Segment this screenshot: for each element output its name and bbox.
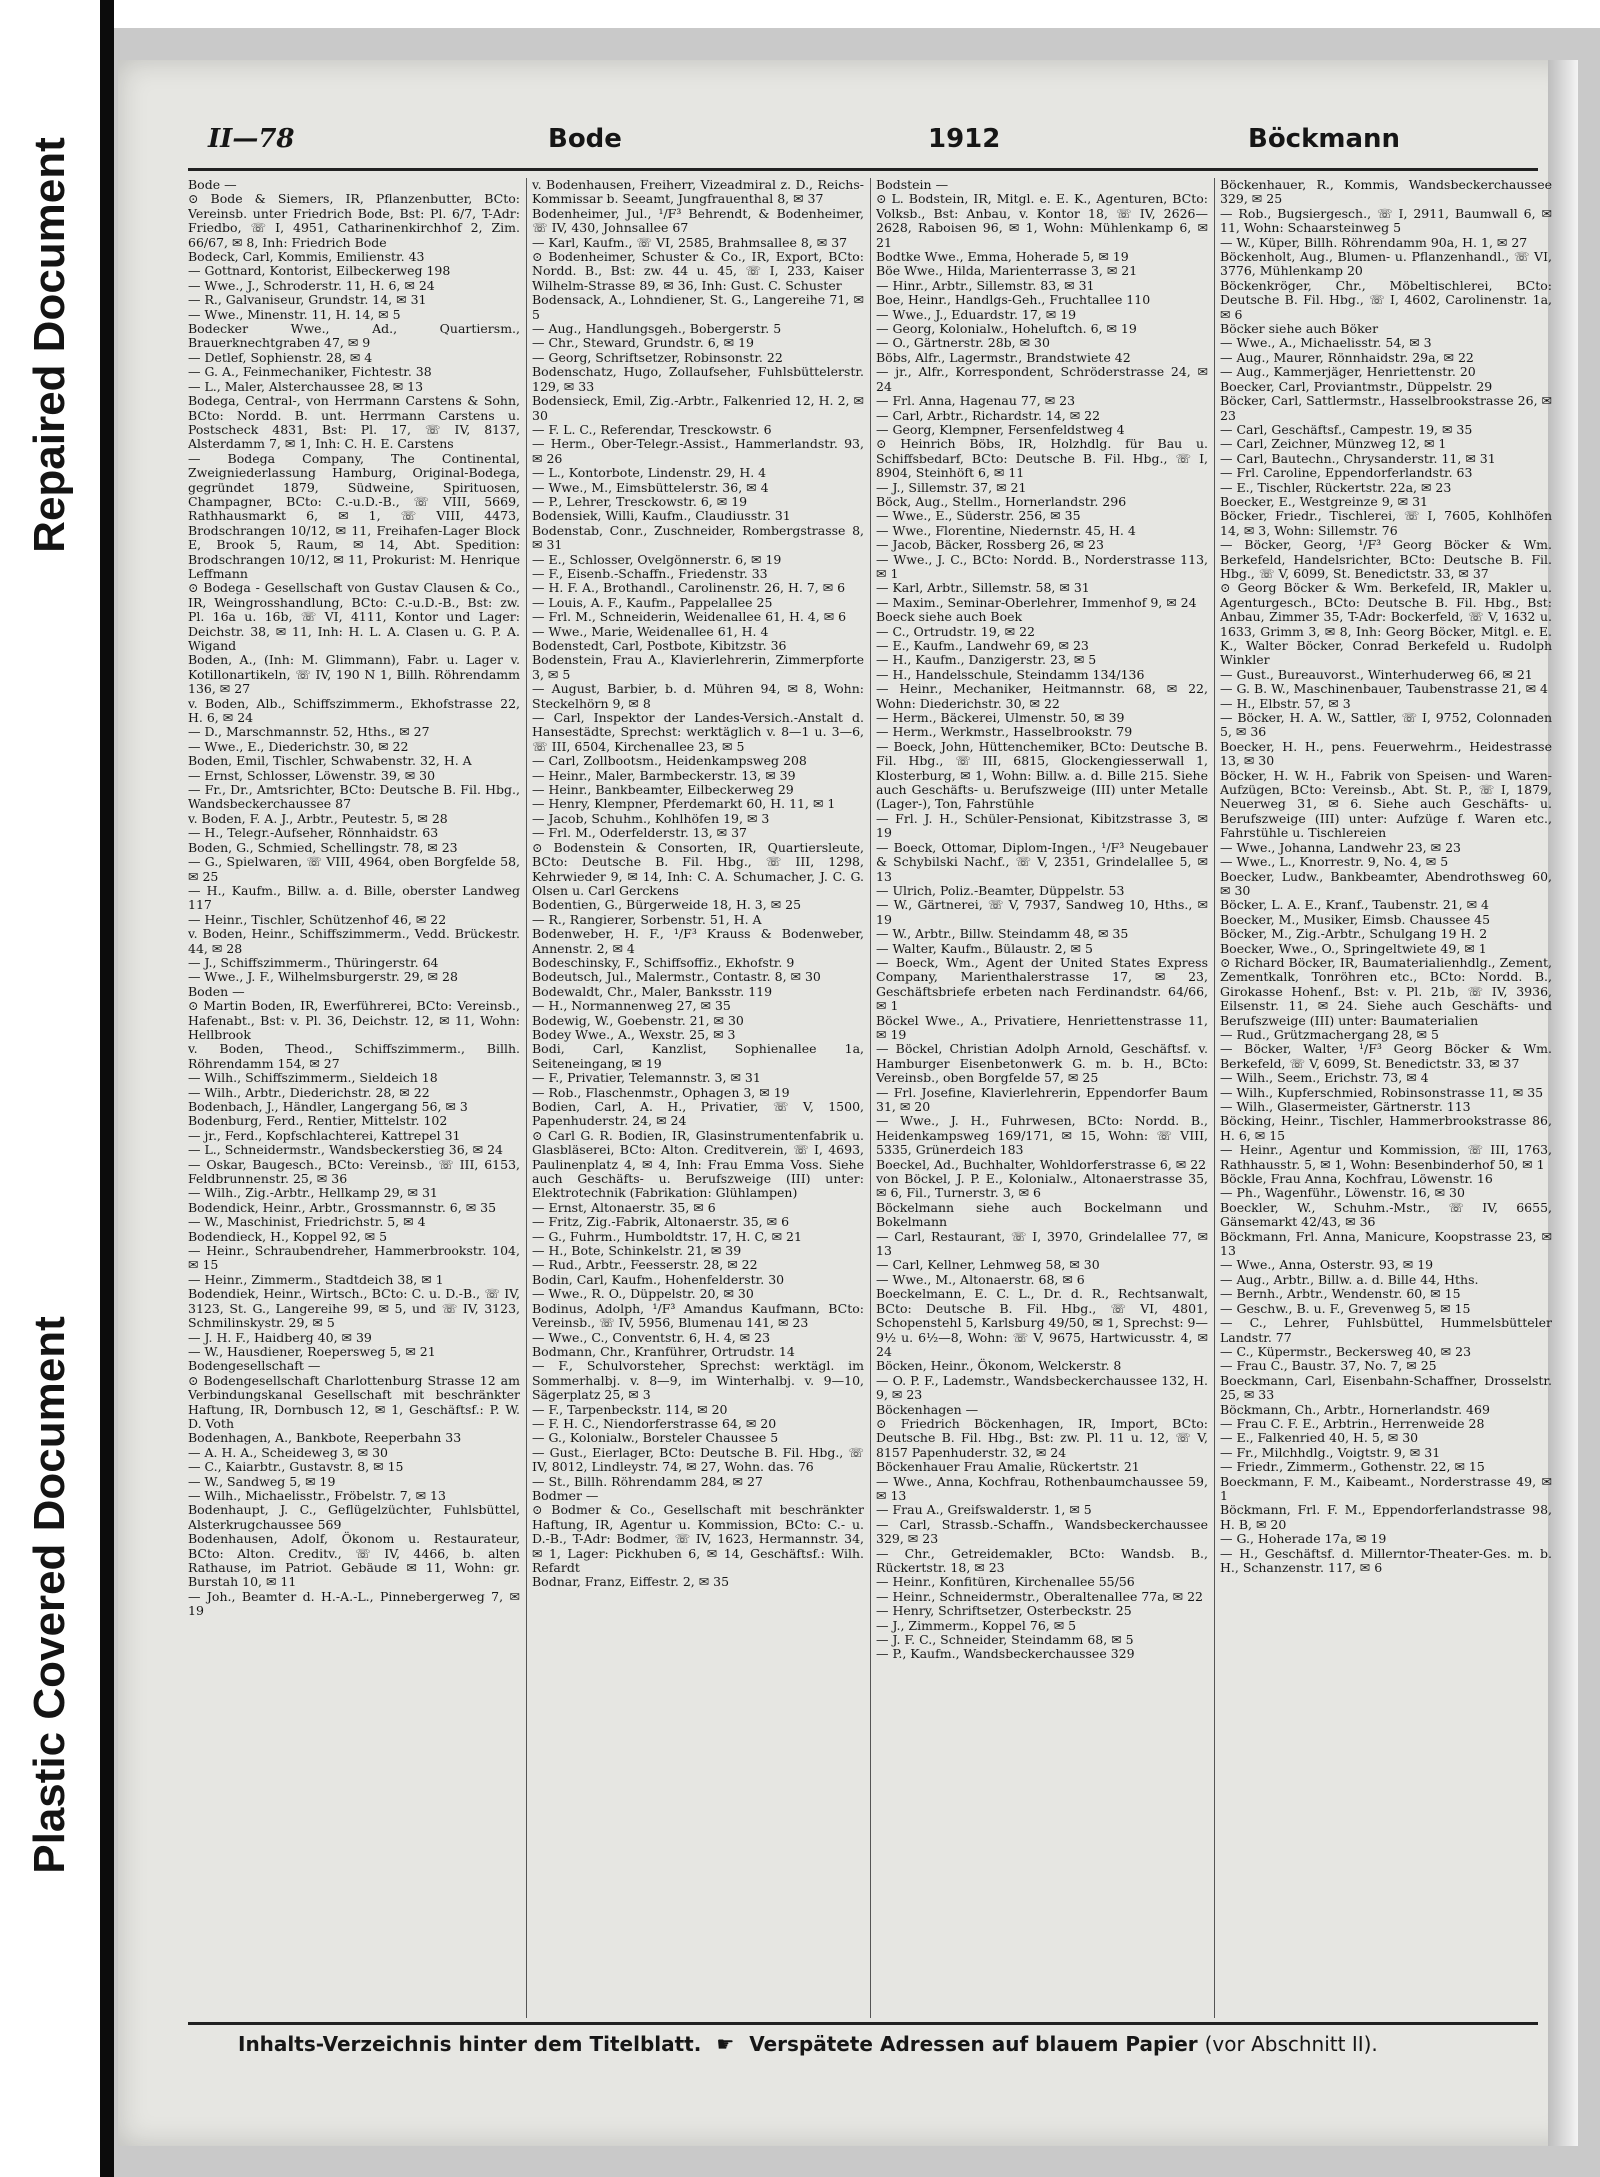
page-footer	[238, 2032, 1498, 2062]
page-number: II—78	[208, 124, 295, 154]
header-first-entry: Bode	[548, 124, 622, 154]
side-banner	[0, 0, 100, 2177]
page-header	[208, 124, 1528, 164]
column-1: Bode — ⊙ Bode & Siemers, IR, Pflanzenbutter, BCto: Vereinsb. unter Friedrich Bode, Bst: Pl. 6/7, T-Adr: Friedbo, ☏ I, 4951, Catharinenkirchhof 2, Zim. 66/67, ✉ 8, Inh: Friedrich Bode Bodeck, Carl, Kommis, Emilienstr. 43 — Gottnard, Kontorist, Eilbeckerweg 198 — Wwe., J., Schroderstr. 11, H. 6, ✉ 24 — R., Galvaniseur, Grundstr. 14, ✉ 31 — Wwe., Minenstr. 11, H. 14, ✉ 5 Bodecker Wwe., Ad., Quartiersm., Brauerknechtgraben 47, ✉ 9 — Detlef, Sophienstr. 28, ✉ 4 — G. A., Feinmechaniker, Fichtestr. 38 — L., Maler, Alsterchaussee 28, ✉ 13 Bodega, Central-, von Herrmann Carstens & Sohn, BCto: Nordd. B. unt. Herrmann Carstens u. Postscheck 4831, Bst: Pl. 17, ☏ IV, 8137, Alsterdamm 7, ✉ 1, Inh: C. H. E. Carstens — Bodega Company, The Continental, Zweigniederlassung Hamburg, Original-Bodega, gegründet 1879, Südweine, Spirituosen, Champagner, BCto: C.-u.D.-B., ☏ VIII, 5669, Rathhausmarkt 6, ✉ 1, ☏ VIII, 4473, Brodschrangen 10/12, ✉ 11, Freihafen-Lager Block E, Brook 5, Raum, ✉ 14, Abt. Spedition: Brodschrangen 10/12, ✉ 11, Prokurist: M. Henrique Leffmann ⊙ Bodega - Gesellschaft von Gustav Clausen & Co., IR, Weingrosshandlung, BCto: C.-u.D.-B., Bst: zw. Pl. 16a u. 16b, ☏ VI, 4111, Kontor und Lager: Deichstr. 38, ✉ 11, Inh: H. L. A. Clasen u. G. P. A. Wigand Boden, A., (Inh: M. Glimmann), Fabr. u. Lager v. Kotillonartikeln, ☏ IV, 190 N 1, Billh. Röhrendamm 136, ✉ 27 v. Boden, Alb., Schiffszimmerm., Ekhofstrasse 22, H. 6, ✉ 24 — D., Marschmannstr. 52, Hths., ✉ 27 — Wwe., E., Diederichstr. 30, ✉ 22 Boden, Emil, Tischler, Schwabenstr. 32, H. A — Ernst, Schlosser, Löwenstr. 39, ✉ 30 — Fr., Dr., Amtsrichter, BCto: Deutsche B. Fil. Hbg., Wandsbeckerchaussee 87 v. Boden, F. A. J., Arbtr., Peutestr. 5, ✉ 28 — H., Telegr.-Aufseher, Rönnhaidstr. 63 Boden, G., Schmied, Schellingstr. 78, ✉ 23 — G., Spielwaren, ☏ VIII, 4964, oben Borgfelde 58, ✉ 25 — H., Kaufm., Billw. a. d. Bille, oberster Landweg 117 — Heinr., Tischler, Schützenhof 46, ✉ 22 v. Boden, Heinr., Schiffszimmerm., Vedd. Brückestr. 44, ✉ 28 — J., Schiffszimmerm., Thüringerstr. 64 — Wwe., J. F., Wilhelmsburgerstr. 29, ✉ 28 Boden — ⊙ Martin Boden, IR, Ewerführerei, BCto: Vereinsb., Hafenabt., Bst: v. Pl. 36, Deichstr. 12, ✉ 11, Wohn: Hellbrook v. Boden, Theod., Schiffszimmerm., Billh. Röhrendamm 154, ✉ 27 — Wilh., Schiffszimmerm., Sieldeich 18 — Wilh., Arbtr., Diederichstr. 28, ✉ 22 Bodenbach, J., Händler, Langergang 56, ✉ 3 Bodenburg, Ferd., Rentier, Mittelstr. 102 — jr., Ferd., Kopfschlachterei, Kattrepel 31 — L., Schneidermstr., Wandsbeckerstieg 36, ✉ 24 — Oskar, Baugesch., BCto: Vereinsb., ☏ III, 6153, Feldbrunnenstr. 25, ✉ 36 — Wilh., Zig.-Arbtr., Hellkamp 29, ✉ 31 Bodendick, Heinr., Arbtr., Grossmannstr. 6, ✉ 35 — W., Maschinist, Friedrichstr. 5, ✉ 4 Bodendieck, H., Koppel 92, ✉ 5 — Heinr., Schraubendreher, Hammerbrookstr. 104, ✉ 15 — Heinr., Zimmerm., Stadtdeich 38, ✉ 1 Bodendiek, Heinr., Wirtsch., BCto: C. u. D.-B., ☏ IV, 3123, St. G., Langereihe 99, ✉ 5, und ☏ IV, 3123, Schmilinskystr. 29, ✉ 5 — J. H. F., Haidberg 40, ✉ 39 — W., Hausdiener, Roepersweg 5, ✉ 21 Bodengesellschaft — ⊙ Bodengesellschaft Charlottenburg Strasse 12 am Verbindungskanal Gesellschaft mit beschränkter Haftung, IR, Dornbusch 12, ✉ 1, Geschäftsf.: P. W. D. Voth Bodenhagen, A., Bankbote, Reeperbahn 33 — A. H. A., Scheideweg 3, ✉ 30 — C., Kaiarbtr., Gustavstr. 8, ✉ 15 — W., Sandweg 5, ✉ 19 — Wilh., Michaelisstr., Fröbelstr. 7, ✉ 13 Bodenhaupt, J. C., Geflügelzüchter, Fuhlsbüttel, Alsterkrugchaussee 569 Bodenhausen, Adolf, Ökonom u. Restaurateur, BCto: Alton. Creditv., ☏ IV, 4466, b. alten Rathause, im Patriot. Gebäude ✉ 11, Wohn: gr. Burstah 10, ✉ 11 — Joh., Beamter d. H.-A.-L., Pinnebergerweg 7, ✉ 19	[188, 178, 520, 1619]
directory-page	[118, 60, 1578, 2146]
footer-index-note: Inhalts-Verzeichnis hinter dem Titelblatt.	[238, 2032, 702, 2056]
column-divider	[1214, 178, 1215, 2018]
footer-section-note: (vor Abschnitt II).	[1204, 2032, 1378, 2056]
footer-rule	[188, 2022, 1538, 2025]
scan-edge	[100, 0, 114, 2177]
column-4: Böckenhauer, R., Kommis, Wandsbeckerchaussee 329, ✉ 25 — Rob., Bugsiergesch., ☏ I, 2911, Baumwall 6, ✉ 11, Wohn: Schaarsteinweg 5 — W., Küper, Billh. Röhrendamm 90a, H. 1, ✉ 27 Böckenholt, Aug., Blumen- u. Pflanzenhandl., ☏ VI, 3776, Mühlenkamp 20 Böckenkröger, Chr., Möbeltischlerei, BCto: Deutsche B. Fil. Hbg., ☏ I, 4602, Carolinenstr. 1a, ✉ 6 Böcker siehe auch Böker — Wwe., A., Michaelisstr. 54, ✉ 3 — Aug., Maurer, Rönnhaidstr. 29a, ✉ 22 — Aug., Kammerjäger, Henriettenstr. 20 Boecker, Carl, Proviantmstr., Düppelstr. 29 Böcker, Carl, Sattlermstr., Hasselbrookstrasse 26, ✉ 23 — Carl, Geschäftsf., Campestr. 19, ✉ 35 — Carl, Zeichner, Münzweg 12, ✉ 1 — Carl, Bautechn., Chrysanderstr. 11, ✉ 31 — Frl. Caroline, Eppendorferlandstr. 63 — E., Tischler, Rückertstr. 22a, ✉ 23 Boecker, E., Westgreinze 9, ✉ 31 Böcker, Friedr., Tischlerei, ☏ I, 7605, Kohlhöfen 14, ✉ 3, Wohn: Sillemstr. 76 — Böcker, Georg, ¹/F³ Georg Böcker & Wm. Berkefeld, Handelsrichter, BCto: Deutsche B. Fil. Hbg., ☏ V, 6099, St. Benedictstr. 33, ✉ 37 ⊙ Georg Böcker & Wm. Berkefeld, IR, Makler u. Agenturgesch., BCto: Deutsche B. Fil. Hbg., Bst: Anbau, Zimmer 35, T-Adr: Bockerfeld, ☏ V, 1632 u. 1633, Grimm 3, ✉ 8, Inh: Georg Böcker, Mitgl. e. E. K., Walter Böcker, Conrad Berkefeld u. Rudolph Winkler — Gust., Bureauvorst., Winterhuderweg 66, ✉ 21 — G. B. W., Maschinenbauer, Taubenstrasse 21, ✉ 4 — H., Elbstr. 57, ✉ 3 — Böcker, H. A. W., Sattler, ☏ I, 9752, Colonnaden 5, ✉ 36 Boecker, H. H., pens. Feuerwehrm., Heidestrasse 13, ✉ 30 Böcker, H. W. H., Fabrik von Speisen- und Waren-Aufzügen, BCto: Vereinsb., Abt. St. P., ☏ I, 1879, Neuerweg 31, ✉ 6. Siehe auch Geschäfts- u. Berufszweige (III) unter: Aufzüge f. Waren etc., Fahrstühle u. Tischlereien — Wwe., Johanna, Landwehr 23, ✉ 23 — Wwe., L., Knorrestr. 9, No. 4, ✉ 5 Boecker, Ludw., Bankbeamter, Abendrothsweg 60, ✉ 30 Böcker, L. A. E., Kranf., Taubenstr. 21, ✉ 4 Boecker, M., Musiker, Eimsb. Chaussee 45 Böcker, M., Zig.-Arbtr., Schulgang 19 H. 2 Boecker, Wwe., O., Springeltwiete 49, ✉ 1 ⊙ Richard Böcker, IR, Baumaterialienhdlg., Zement, Zementkalk, Tonröhren etc., BCto: Nordd. B., Girokasse Hohenf., Bst: v. Pl. 21b, ☏ IV, 3936, Eilsenstr. 11, ✉ 24. Siehe auch Geschäfts- und Berufszweige (III) unter: Baumaterialien — Rud., Grützmachergang 28, ✉ 5 — Böcker, Walter, ¹/F³ Georg Böcker & Wm. Berkefeld, ☏ V, 6099, St. Benedictstr. 33, ✉ 37 — Wilh., Seem., Erichstr. 73, ✉ 4 — Wilh., Kupferschmied, Robinsonstrasse 11, ✉ 35 — Wilh., Glasermeister, Gärtnerstr. 113 Böcking, Heinr., Tischler, Hammerbrookstrasse 86, H. 6, ✉ 15 — Heinr., Agentur und Kommission, ☏ III, 1763, Rathhausstr. 5, ✉ 1, Wohn: Besenbinderhof 50, ✉ 1 Böckle, Frau Anna, Kochfrau, Löwenstr. 16 — Ph., Wagenführ., Löwenstr. 16, ✉ 30 Boeckler, W., Schuhm.-Mstr., ☏ IV, 6655, Gänsemarkt 42/43, ✉ 36 Böckmann, Frl. Anna, Manicure, Koopstrasse 23, ✉ 13 — Wwe., Anna, Osterstr. 93, ✉ 19 — Aug., Arbtr., Billw. a. d. Bille 44, Hths. — Bernh., Arbtr., Wendenstr. 60, ✉ 15 — Geschw., B. u. F., Grevenweg 5, ✉ 15 — C., Lehrer, Fuhlsbüttel, Hummelsbütteler Landstr. 77 — C., Küpermstr., Beckersweg 40, ✉ 23 — Frau C., Baustr. 37, No. 7, ✉ 25 Boeckmann, Carl, Eisenbahn-Schaffner, Drosselstr. 25, ✉ 33 Böckmann, Ch., Arbtr., Hornerlandstr. 469 — Frau C. F. E., Arbtrin., Herrenweide 28 — E., Falkenried 40, H. 5, ✉ 30 — Fr., Milchhdlg., Voigtstr. 9, ✉ 31 — Friedr., Zimmerm., Gothenstr. 22, ✉ 15 Boeckmann, F. M., Kaibeamt., Norderstrasse 49, ✉ 1 Böckmann, Frl. F. M., Eppendorferlandstrasse 98, H. B, ✉ 20 — G., Hoherade 17a, ✉ 19 — H., Geschäftsf. d. Millerntor-Theater-Ges. m. b. H., Schanzenstr. 117, ✉ 6	[1220, 178, 1552, 1575]
footer-late-addresses: Verspätete Adressen auf blauem Papier	[749, 2032, 1198, 2056]
plastic-covered-label: Plastic Covered Document	[25, 1316, 74, 1874]
column-3: Bodstein — ⊙ L. Bodstein, IR, Mitgl. e. E. K., Agenturen, BCto: Volksb., Bst: Anbau, v. Kontor 18, ☏ IV, 2626—2628, Raboisen 96, ✉ 1, Wohn: Mühlenkamp 6, ✉ 21 Bodtke Wwe., Emma, Hoherade 5, ✉ 19 Böe Wwe., Hilda, Marienterrasse 3, ✉ 21 — Hinr., Arbtr., Sillemstr. 83, ✉ 31 Boe, Heinr., Handlgs-Geh., Fruchtallee 110 — Wwe., J., Eduardstr. 17, ✉ 19 — Georg, Kolonialw., Hoheluftch. 6, ✉ 19 — O., Gärtnerstr. 28b, ✉ 30 Böbs, Alfr., Lagermstr., Brandstwiete 42 — jr., Alfr., Korrespondent, Schröderstrasse 24, ✉ 24 — Frl. Anna, Hagenau 77, ✉ 23 — Carl, Arbtr., Richardstr. 14, ✉ 22 — Georg, Klempner, Fersenfeldstweg 4 ⊙ Heinrich Böbs, IR, Holzhdlg. für Bau u. Schiffsbedarf, BCto: Deutsche B. Fil. Hbg., ☏ I, 8904, Steinhöft 6, ✉ 11 — J., Sillemstr. 37, ✉ 21 Böck, Aug., Stellm., Hornerlandstr. 296 — Wwe., E., Süderstr. 256, ✉ 35 — Wwe., Florentine, Niedernstr. 45, H. 4 — Jacob, Bäcker, Rossberg 26, ✉ 23 — Wwe., J. C., BCto: Nordd. B., Norderstrasse 113, ✉ 1 — Karl, Arbtr., Sillemstr. 58, ✉ 31 — Maxim., Seminar-Oberlehrer, Immenhof 9, ✉ 24 Boeck siehe auch Boek — C., Ortrudstr. 19, ✉ 22 — E., Kaufm., Landwehr 69, ✉ 23 — H., Kaufm., Danzigerstr. 23, ✉ 5 — H., Handelsschule, Steindamm 134/136 — Heinr., Mechaniker, Heitmannstr. 68, ✉ 22, Wohn: Diederichstr. 30, ✉ 22 — Herm., Bäckerei, Ulmenstr. 50, ✉ 39 — Herm., Werkmstr., Hasselbrookstr. 79 — Boeck, John, Hüttenchemiker, BCto: Deutsche B. Fil. Hbg., ☏ III, 6815, Glockengiesserwall 1, Klosterburg, ✉ 1, Wohn: Billw. a. d. Bille 215. Siehe auch Geschäfts- u. Berufszweige (III) unter Metalle (Lager-), Ton, Fahrstühle — Frl. J. H., Schüler-Pensionat, Kibitzstrasse 3, ✉ 19 — Boeck, Ottomar, Diplom-Ingen., ¹/F³ Neugebauer & Schybilski Nachf., ☏ V, 2351, Grindelallee 5, ✉ 13 — Ulrich, Poliz.-Beamter, Düppelstr. 53 — W., Gärtnerei, ☏ V, 7937, Sandweg 10, Hths., ✉ 19 — W., Arbtr., Billw. Steindamm 48, ✉ 35 — Walter, Kaufm., Bülaustr. 2, ✉ 5 — Boeck, Wm., Agent der United States Express Company, Marienthalerstrasse 17, ✉ 23, Geschäftsbriefe erbeten nach Ferdinandstr. 64/66, ✉ 1 Böckel Wwe., A., Privatiere, Henriettenstrasse 11, ✉ 19 — Böckel, Christian Adolph Arnold, Geschäftsf. v. Hamburger Eisenbetonwerk G. m. b. H., BCto: Vereinsb., oben Borgfelde 57, ✉ 25 — Frl. Josefine, Klavierlehrerin, Eppendorfer Baum 31, ✉ 20 — Wwe., J. H., Fuhrwesen, BCto: Nordd. B., Heidenkampsweg 169/171, ✉ 15, Wohn: ☏ VIII, 5335, Grünerdeich 183 Boeckel, Ad., Buchhalter, Wohldorferstrasse 6, ✉ 22 von Böckel, J. P. E., Kolonialw., Altonaerstrasse 35, ✉ 6, Fil., Turnerstr. 3, ✉ 6 Böckelmann siehe auch Bockelmann und Bokelmann — Carl, Restaurant, ☏ I, 3970, Grindelallee 77, ✉ 13 — Carl, Kellner, Lehmweg 58, ✉ 30 — Wwe., M., Altonaerstr. 68, ✉ 6 Boeckelmann, E. C. L., Dr. d. R., Rechtsanwalt, BCto: Deutsche B. Fil. Hbg., ☏ VI, 4801, Schopenstehl 5, Karlsburg 49/50, ✉ 1, Sprechst: 9—9½ u. 6½—8, Wohn: ☏ V, 9675, Hartwicusstr. 4, ✉ 24 Böcken, Heinr., Ökonom, Welckerstr. 8 — O. P. F., Lademstr., Wandsbeckerchaussee 132, H. 9, ✉ 23 Böckenhagen — ⊙ Friedrich Böckenhagen, IR, Import, BCto: Deutsche B. Fil. Hbg., Bst: zw. Pl. 11 u. 12, ☏ V, 8157 Papenhuderstr. 32, ✉ 24 Böckenhauer Frau Amalie, Rückertstr. 21 — Wwe., Anna, Kochfrau, Rothenbaumchaussee 59, ✉ 13 — Frau A., Greifswalderstr. 1, ✉ 5 — Carl, Strassb.-Schaffn., Wandsbeckerchaussee 329, ✉ 23 — Chr., Getreidemakler, BCto: Wandsb. B., Rückertstr. 18, ✉ 23 — Heinr., Konfitüren, Kirchenallee 55/56 — Heinr., Schneidermstr., Oberaltenallee 77a, ✉ 22 — Henry, Schriftsetzer, Osterbeckstr. 25 — J., Zimmerm., Koppel 76, ✉ 5 — J. F. C., Schneider, Steindamm 68, ✉ 5 — P., Kaufm., Wandsbeckerchaussee 329	[876, 178, 1208, 1662]
column-divider	[870, 178, 871, 2018]
header-last-entry: Böckmann	[1248, 124, 1401, 154]
repaired-document-label: Repaired Document	[25, 137, 74, 553]
column-2: v. Bodenhausen, Freiherr, Vizeadmiral z. D., Reichs-Kommissar b. Seeamt, Jungfrauenthal 8, ✉ 37 Bodenheimer, Jul., ¹/F³ Behrendt, & Bodenheimer, ☏ IV, 430, Johnsallee 67 — Karl, Kaufm., ☏ VI, 2585, Brahmsallee 8, ✉ 37 ⊙ Bodenheimer, Schuster & Co., IR, Export, BCto: Nordd. B., Bst: zw. 44 u. 45, ☏ I, 233, Kaiser Wilhelm-Strasse 89, ✉ 36, Inh: Gust. C. Schuster Bodensack, A., Lohndiener, St. G., Langereihe 71, ✉ 5 — Aug., Handlungsgeh., Bobergerstr. 5 — Chr., Steward, Grundstr. 6, ✉ 19 — Georg, Schriftsetzer, Robinsonstr. 22 Bodenschatz, Hugo, Zollaufseher, Fuhlsbüttelerstr. 129, ✉ 33 Bodensieck, Emil, Zig.-Arbtr., Falkenried 12, H. 2, ✉ 30 — F. L. C., Referendar, Tresckowstr. 6 — Herm., Ober-Telegr.-Assist., Hammerlandstr. 93, ✉ 26 — L., Kontorbote, Lindenstr. 29, H. 4 — Wwe., M., Eimsbüttelerstr. 36, ✉ 4 — P., Lehrer, Tresckowstr. 6, ✉ 19 Bodensiek, Willi, Kaufm., Claudiusstr. 31 Bodenstab, Conr., Zuschneider, Rombergstrasse 8, ✉ 31 — E., Schlosser, Ovelgönnerstr. 6, ✉ 19 — F., Eisenb.-Schaffn., Friedenstr. 33 — H. F. A., Brothandl., Carolinenstr. 26, H. 7, ✉ 6 — Louis, A. F., Kaufm., Pappelallee 25 — Frl. M., Schneiderin, Weidenallee 61, H. 4, ✉ 6 — Wwe., Marie, Weidenallee 61, H. 4 Bodenstedt, Carl, Postbote, Kibitzstr. 36 Bodenstein, Frau A., Klavierlehrerin, Zimmerpforte 3, ✉ 5 — August, Barbier, b. d. Mühren 94, ✉ 8, Wohn: Steckelhörn 9, ✉ 8 — Carl, Inspektor der Landes-Versich.-Anstalt d. Hansestädte, Sprechst: werktäglich v. 8—1 u. 3—6, ☏ III, 6504, Kirchenallee 23, ✉ 5 — Carl, Zollbootsm., Heidenkampsweg 208 — Heinr., Maler, Barmbeckerstr. 13, ✉ 39 — Heinr., Bankbeamter, Eilbeckerweg 29 — Henry, Klempner, Pferdemarkt 60, H. 11, ✉ 1 — Jacob, Schuhm., Kohlhöfen 19, ✉ 3 — Frl. M., Oderfelderstr. 13, ✉ 37 ⊙ Bodenstein & Consorten, IR, Quartiersleute, BCto: Deutsche B. Fil. Hbg., ☏ III, 1298, Kehrwieder 9, ✉ 14, Inh: C. A. Schumacher, J. C. G. Olsen u. Carl Gerckens Bodentien, G., Bürgerweide 18, H. 3, ✉ 25 — R., Rangierer, Sorbenstr. 51, H. A Bodenweber, H. F., ¹/F³ Krauss & Bodenweber, Annenstr. 2, ✉ 4 Bodeschinsky, F., Schiffsoffiz., Ekhofstr. 9 Bodeutsch, Jul., Malermstr., Contastr. 8, ✉ 30 Bodewaldt, Chr., Maler, Banksstr. 119 — H., Normannenweg 27, ✉ 35 Bodewig, W., Goebenstr. 21, ✉ 30 Bodey Wwe., A., Wexstr. 25, ✉ 3 Bodi, Carl, Kanzlist, Sophienallee 1a, Seiteneingang, ✉ 19 — F., Privatier, Telemannstr. 3, ✉ 31 — Rob., Flaschenmstr., Ophagen 3, ✉ 19 Bodien, Carl, A. H., Privatier, ☏ V, 1500, Papenhuderstr. 24, ✉ 24 ⊙ Carl G. R. Bodien, IR, Glasinstrumentenfabrik u. Glasbläserei, BCto: Alton. Creditverein, ☏ I, 4693, Paulinenplatz 4, ✉ 4, Inh: Frau Emma Voss. Siehe auch Geschäfts- u. Berufszweige (III) unter: Elektrotechnik (Fabrikation: Glühlampen) — Ernst, Altonaerstr. 35, ✉ 6 — Fritz, Zig.-Fabrik, Altonaerstr. 35, ✉ 6 — G., Fuhrm., Humboldtstr. 17, H. C, ✉ 21 — H., Bote, Schinkelstr. 21, ✉ 39 — Rud., Arbtr., Feesserstr. 28, ✉ 22 Bodin, Carl, Kaufm., Hohenfelderstr. 30 — Wwe., R. O., Düppelstr. 20, ✉ 30 Bodinus, Adolph, ¹/F³ Amandus Kaufmann, BCto: Vereinsb., ☏ IV, 5956, Blumenau 141, ✉ 23 — Wwe., C., Conventstr. 6, H. 4, ✉ 23 Bodmann, Chr., Kranführer, Ortrudstr. 14 — F., Schulvorsteher, Sprechst: werktägl. im Sommerhalbj. v. 8—9, im Winterhalbj. v. 9—10, Sägerplatz 25, ✉ 3 — F., Tarpenbeckstr. 114, ✉ 20 — F. H. C., Niendorferstrasse 64, ✉ 20 — G., Kolonialw., Borsteler Chaussee 5 — Gust., Eierlager, BCto: Deutsche B. Fil. Hbg., ☏ IV, 8012, Lindleystr. 74, ✉ 27, Wohn. das. 76 — St., Billh. Röhrendamm 284, ✉ 27 Bodmer — ⊙ Bodmer & Co., Gesellschaft mit beschränkter Haftung, IR, Agentur u. Kommission, BCto: C.- u. D.-B., T-Adr: Bodmer, ☏ IV, 1623, Hermannstr. 34, ✉ 1, Lager: Pickhuben 6, ✉ 14, Geschäftsf.: Wilh. Refardt Bodnar, Franz, Eiffestr. 2, ✉ 35	[532, 178, 864, 1590]
pointing-hand-icon: ☛	[716, 2032, 735, 2056]
directory-columns	[188, 178, 1552, 2018]
page-edge-shadow	[1548, 60, 1578, 2146]
column-divider	[526, 178, 527, 2018]
header-rule	[188, 168, 1538, 171]
header-year: 1912	[928, 124, 1001, 154]
